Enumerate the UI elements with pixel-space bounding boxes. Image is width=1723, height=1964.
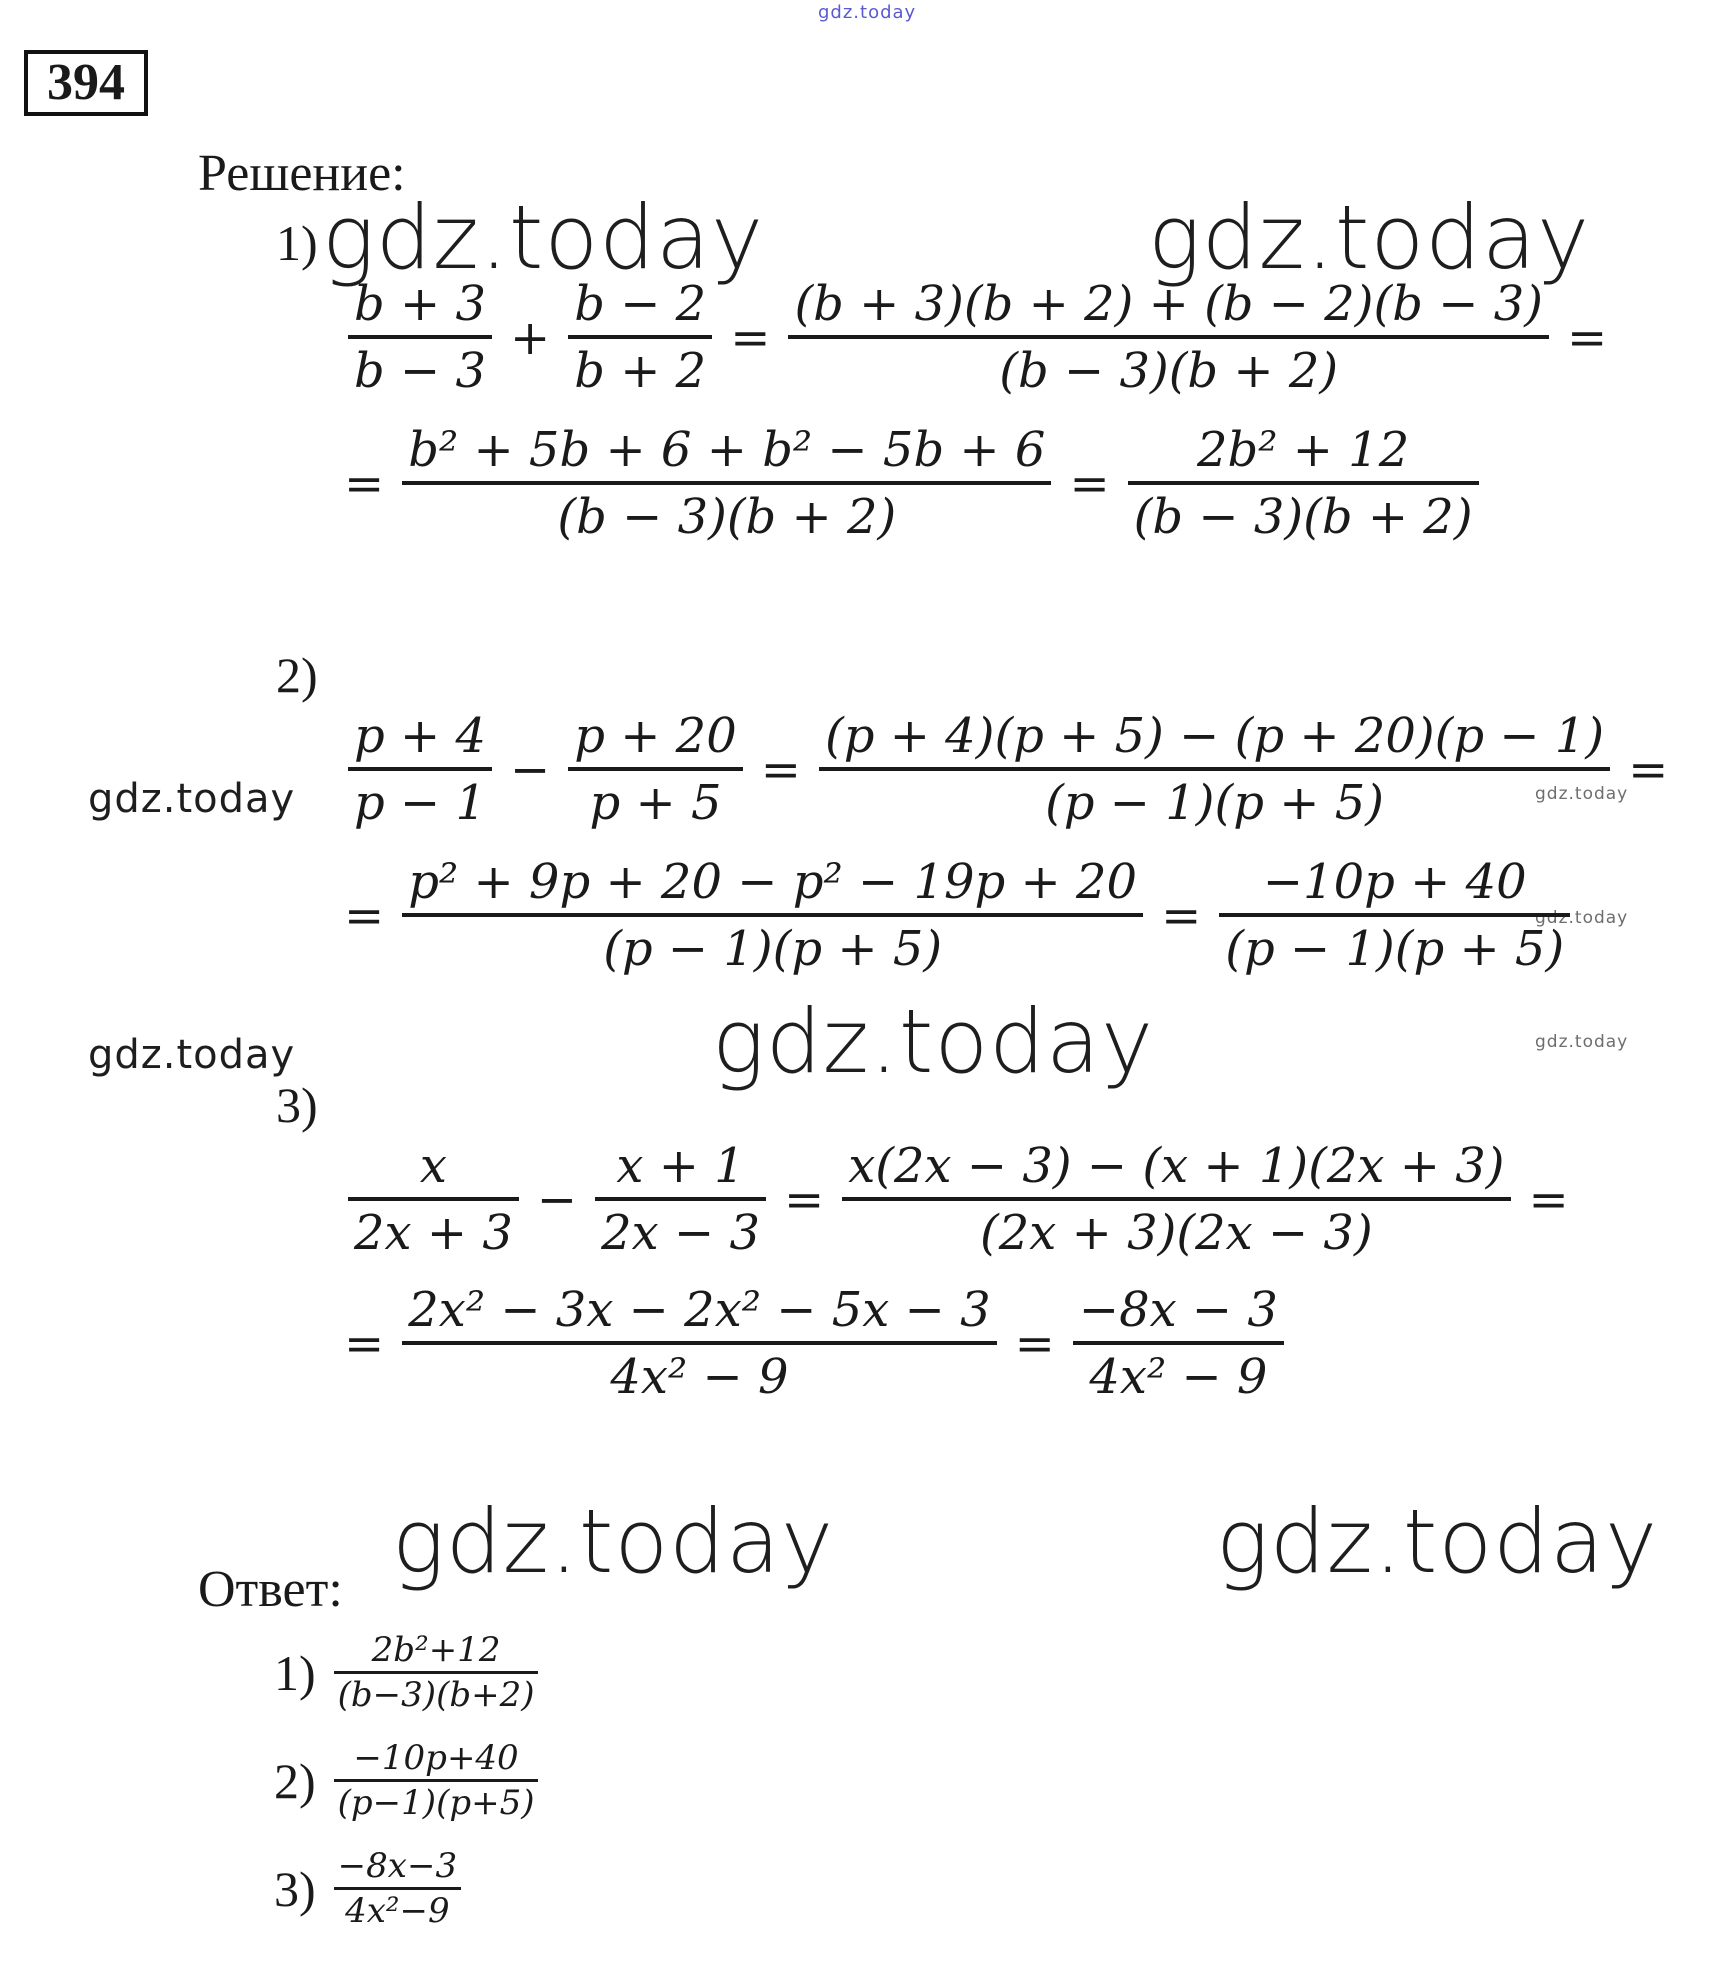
item-2-label: 2) [276,647,318,703]
fraction [402,1284,996,1404]
denominator: (2x + 3)(2x − 3) [842,1197,1510,1260]
fraction [842,1140,1510,1260]
denominator: p − 1 [348,767,492,830]
operator: + [510,309,551,366]
denominator: (b−3)(b+2) [334,1671,539,1714]
watermark: gdz.today [1216,1490,1659,1593]
numerator: p + 20 [574,708,737,764]
watermark: gdz.today [88,776,296,822]
watermark: gdz.today [1148,186,1591,289]
answer-2-label: 2) [274,1753,316,1810]
fraction [334,1740,539,1823]
watermark: gdz.today [712,990,1155,1093]
denominator: (b − 3)(b + 2) [1128,481,1479,544]
numerator: −8x − 3 [1078,1282,1278,1338]
watermark: gdz.today [1535,784,1629,804]
denominator: (p−1)(p+5) [334,1779,539,1822]
equals-sign: = [1528,1171,1569,1228]
fraction [788,278,1549,398]
equals-sign: = [1566,309,1608,366]
numerator: b + 3 [354,276,486,332]
numerator: −10p + 40 [1262,854,1527,910]
numerator: b − 2 [574,276,707,332]
equals-sign: = [344,455,385,512]
numerator: b² + 5b + 6 + b² − 5b + 6 [408,422,1046,478]
item-3-line-2 [344,1284,1288,1404]
denominator: (p − 1)(p + 5) [819,767,1610,830]
item-3-line-1 [344,1140,1583,1260]
item-1-line-1 [344,278,1621,398]
fraction [402,424,1051,544]
fraction [402,856,1143,976]
denominator: 4x²−9 [334,1887,461,1930]
fraction [334,1632,539,1715]
fraction [1128,424,1479,544]
equals-sign: = [760,741,801,798]
answer-3-label: 3) [274,1861,316,1918]
watermark: gdz.today [392,1490,835,1593]
answer-2 [274,1740,538,1823]
answer-1-label: 1) [274,1645,316,1702]
numerator: 2x² − 3x − 2x² − 5x − 3 [408,1282,991,1338]
numerator: p + 4 [354,708,486,764]
numerator: (p + 4)(p + 5) − (p + 20)(p − 1) [824,708,1605,764]
denominator: (b − 3)(b + 2) [788,335,1549,398]
item-3-label: 3) [276,1077,318,1133]
equals-sign: = [344,1315,385,1372]
watermark: gdz.today [88,1032,296,1078]
watermark-top: gdz.today [818,2,917,23]
denominator: 2x + 3 [348,1197,519,1260]
numerator: (b + 3)(b + 2) + (b − 2)(b − 3) [794,276,1543,332]
watermark: gdz.today [1535,1032,1629,1052]
answer-3 [274,1848,461,1931]
numerator: x + 1 [616,1138,745,1194]
item-1-label: 1) [276,215,318,271]
numerator: 2b²+12 [371,1630,501,1670]
fraction [568,278,712,398]
fraction [1073,1284,1284,1404]
equals-sign: = [1014,1315,1055,1372]
numerator: x [419,1138,447,1194]
answer-1 [274,1632,538,1715]
problem-number: 394 [24,50,148,116]
watermark: gdz.today [322,186,765,289]
equals-sign: = [1628,741,1669,798]
fraction [348,1140,519,1260]
fraction [348,710,492,830]
denominator: p + 5 [568,767,743,830]
answer-heading: Ответ: [198,1561,343,1618]
equals-sign: = [344,887,385,944]
operator: − [510,741,551,798]
solution-heading: Решение: [198,145,406,202]
item-1-line-2 [344,424,1483,544]
fraction [819,710,1610,830]
item-2-line-2 [344,856,1574,976]
denominator: (p − 1)(p + 5) [402,913,1143,976]
operator: − [536,1171,578,1228]
fraction [334,1848,461,1931]
denominator: 4x² − 9 [1073,1341,1284,1404]
equals-sign: = [730,309,771,366]
equals-sign: = [1069,455,1110,512]
fraction [568,710,743,830]
numerator: p² + 9p + 20 − p² − 19p + 20 [408,854,1138,910]
equals-sign: = [784,1171,825,1228]
fraction [595,1140,766,1260]
equals-sign: = [1161,887,1202,944]
denominator: b + 2 [568,335,712,398]
denominator: (p − 1)(p + 5) [1219,913,1570,976]
denominator: b − 3 [348,335,492,398]
fraction [1219,856,1570,976]
numerator: 2b² + 12 [1196,422,1410,478]
denominator: 2x − 3 [595,1197,766,1260]
denominator: 4x² − 9 [402,1341,996,1404]
numerator: x(2x − 3) − (x + 1)(2x + 3) [848,1138,1505,1194]
item-2-line-1 [344,710,1682,830]
numerator: −8x−3 [337,1846,458,1886]
numerator: −10p+40 [353,1738,519,1778]
fraction [348,278,492,398]
watermark: gdz.today [1535,908,1629,928]
denominator: (b − 3)(b + 2) [402,481,1051,544]
